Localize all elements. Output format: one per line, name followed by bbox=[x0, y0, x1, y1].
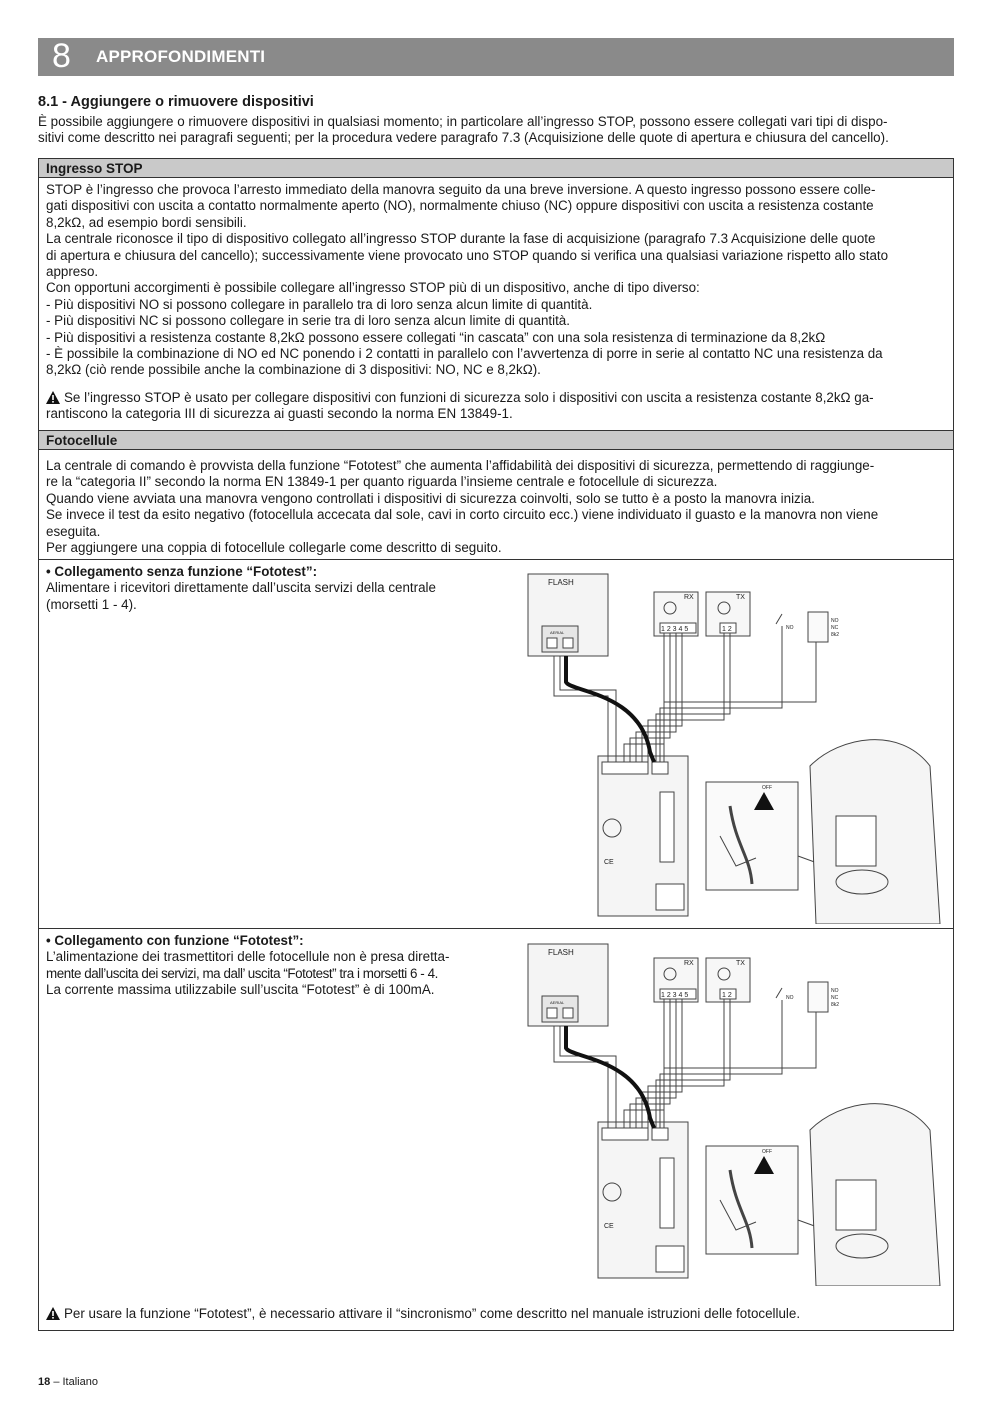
divider bbox=[39, 928, 953, 929]
rx-label: RX bbox=[684, 960, 694, 967]
without-fototest-line: (morsetti 1 - 4). bbox=[46, 596, 137, 612]
nc-label: NC bbox=[831, 995, 839, 1001]
with-fototest-line: L’alimentazione dei trasmettitori delle fotocellule non è presa diretta- bbox=[46, 949, 450, 965]
page-number: 18 bbox=[38, 1376, 51, 1388]
aerial-label: AERIAL bbox=[550, 1000, 565, 1005]
photocell-line: Quando viene avviata una manovra vengono controllati i dispositivi di sicurezza coinvolti, solo se tutto è a posto la manovra inizia. bbox=[46, 490, 815, 506]
divider bbox=[39, 559, 953, 560]
wiring-diagram-with-fototest bbox=[520, 936, 950, 1286]
with-fototest-line: mente dall’uscita dei servizi, ma dall’ uscita “Fototest” tra i morsetti 6 - 4. bbox=[46, 965, 438, 981]
photocell-line: La centrale di comando è provvista della funzione “Fototest” che aumenta l’affidabilità dei dispositivi di sicurezza, permettendo di raggiunge- bbox=[46, 458, 875, 473]
stop-line: di apertura e chiusura del cancello); successivamente viene provocato uno STOP quando si verifica una qualsiasi variazione rispetto allo stato bbox=[46, 247, 889, 263]
stop-line: 8,2kΩ (ciò rende possibile anche la combinazione di 3 dispositivi: NO, NC e 8,2kΩ). bbox=[46, 362, 541, 378]
stop-line: La centrale riconosce il tipo di dispositivo collegato all’ingresso STOP durante la fase di acquisizione (paragrafo 7.3 Acquisizione delle quote bbox=[46, 231, 876, 247]
ce-label: CE bbox=[604, 859, 614, 866]
chapter-number: 8 bbox=[52, 37, 71, 75]
stop-line: - Più dispositivi NO si possono collegare in parallelo tra di loro senza alcun limite di quantità. bbox=[46, 296, 593, 312]
stop-line: 8,2kΩ, ad esempio bordi sensibili. bbox=[46, 214, 247, 230]
with-fototest-text bbox=[46, 933, 490, 999]
photocell-line: Per aggiungere una coppia di fotocellule collegarle come descritto di seguito. bbox=[46, 540, 502, 556]
rx-terminals: 1 2 3 4 5 bbox=[661, 992, 689, 999]
section-title: 8.1 - Aggiungere o rimuovere dispositivi bbox=[38, 94, 314, 110]
stop-line: STOP è l’ingresso che provoca l’arresto immediato della manovra seguito da una breve inversione. A questo ingresso possono essere colle- bbox=[46, 182, 876, 197]
stop-heading: Ingresso STOP bbox=[39, 158, 953, 178]
ce-label: CE bbox=[604, 1223, 614, 1230]
flash-label: FLASH bbox=[548, 948, 574, 957]
tx-terminals: 1 2 bbox=[722, 992, 732, 999]
photocell-line: eseguita. bbox=[46, 523, 101, 539]
no-label: NO bbox=[786, 625, 794, 631]
flash-label: FLASH bbox=[548, 578, 574, 587]
without-fototest-title: • Collegamento senza funzione “Fototest”: bbox=[46, 564, 318, 579]
without-fototest-line: Alimentare i ricevitori direttamente dall’uscita servizi della centrale bbox=[46, 580, 436, 596]
warning-icon bbox=[46, 1307, 60, 1320]
aerial-label: AERIAL bbox=[550, 630, 565, 635]
photocell-line: Se invece il test da esito negativo (fotocellula accecata dal sole, cavi in corto circuito ecc.) viene individuato il guasto e la manovra non viene bbox=[46, 507, 879, 523]
stop-line: - Più dispositivi a resistenza costante 8,2kΩ possono essere collegati “in cascata” con una sola resistenza di terminazione da 8,2kΩ bbox=[46, 329, 826, 345]
intro-line: È possibile aggiungere o rimuovere dispositivi in qualsiasi momento; in particolare all’ingresso STOP, possono essere collegati vari tipi di dispo- bbox=[38, 114, 888, 129]
stop-warning-line: rantiscono la categoria III di sicurezza ai guasti secondo la norma EN 13849-1. bbox=[46, 406, 513, 422]
photocell-text bbox=[46, 458, 946, 556]
tx-terminals: 1 2 bbox=[722, 626, 732, 633]
wiring-diagram-without-fototest bbox=[520, 566, 950, 924]
no-label: NO bbox=[831, 988, 839, 994]
fototest-warning bbox=[46, 1306, 946, 1322]
antenna-cable bbox=[566, 1026, 654, 1128]
page-footer bbox=[38, 1374, 98, 1390]
photocell-heading: Fotocellule bbox=[39, 430, 953, 450]
resistor-label: 8k2 bbox=[831, 632, 840, 638]
chapter-title: APPROFONDIMENTI bbox=[96, 47, 266, 66]
rx-terminals: 1 2 3 4 5 bbox=[661, 626, 689, 633]
footer-language: – Italiano bbox=[53, 1376, 98, 1388]
stop-text bbox=[46, 182, 946, 379]
fototest-warning-text: Per usare la funzione “Fototest”, è necessario attivare il “sincronismo” come descritto nel manuale istruzioni delle fotocellule. bbox=[64, 1306, 801, 1321]
tx-label: TX bbox=[736, 960, 745, 967]
photocell-line: re la “categoria II” secondo la norma EN 13849-1 per quanto riguarda l’insieme centrale e fotocellule di sicurezza. bbox=[46, 474, 718, 490]
chapter-header bbox=[38, 38, 954, 76]
stop-warning bbox=[46, 390, 946, 423]
off-label: OFF bbox=[762, 785, 772, 791]
stop-line: appreso. bbox=[46, 264, 99, 280]
with-fototest-line: La corrente massima utilizzabile sull’uscita “Fototest” è di 100mA. bbox=[46, 982, 435, 998]
nc-label: NC bbox=[831, 625, 839, 631]
antenna-cable bbox=[566, 656, 654, 762]
without-fototest-text bbox=[46, 564, 490, 613]
tx-label: TX bbox=[736, 594, 745, 601]
with-fototest-title: • Collegamento con funzione “Fototest”: bbox=[46, 933, 304, 948]
section-intro bbox=[38, 114, 954, 147]
no-label: NO bbox=[786, 995, 794, 1001]
stop-warning-line: Se l’ingresso STOP è usato per collegare dispositivi con funzioni di sicurezza solo i dispositivi con uscita a resistenza costante 8,2kΩ ga- bbox=[64, 390, 874, 405]
no-label: NO bbox=[831, 618, 839, 624]
stop-line: - Più dispositivi NC si possono collegare in serie tra di loro senza alcun limite di quantità. bbox=[46, 313, 570, 329]
stop-line: gati dispositivi con uscita a contatto normalmente aperto (NO), normalmente chiuso (NC) oppure dispositivi con uscita a resistenza costante bbox=[46, 198, 874, 214]
stop-line: - È possibile la combinazione di NO ed NC ponendo i 2 contatti in parallelo con l’avvertenza di porre in serie al contatto NC una resistenza da bbox=[46, 346, 883, 362]
stop-line: Con opportuni accorgimenti è possibile collegare all’ingresso STOP più di un dispositivo, anche di tipo diverso: bbox=[46, 280, 700, 296]
rx-label: RX bbox=[684, 594, 694, 601]
resistor-label: 8k2 bbox=[831, 1002, 840, 1008]
intro-line: sitivi come descritto nei paragrafi seguenti; per la procedura vedere paragrafo 7.3 (Acquisizione delle quote di apertura e chiusura del cancello). bbox=[38, 130, 889, 146]
off-label: OFF bbox=[762, 1149, 772, 1155]
warning-icon bbox=[46, 391, 60, 404]
